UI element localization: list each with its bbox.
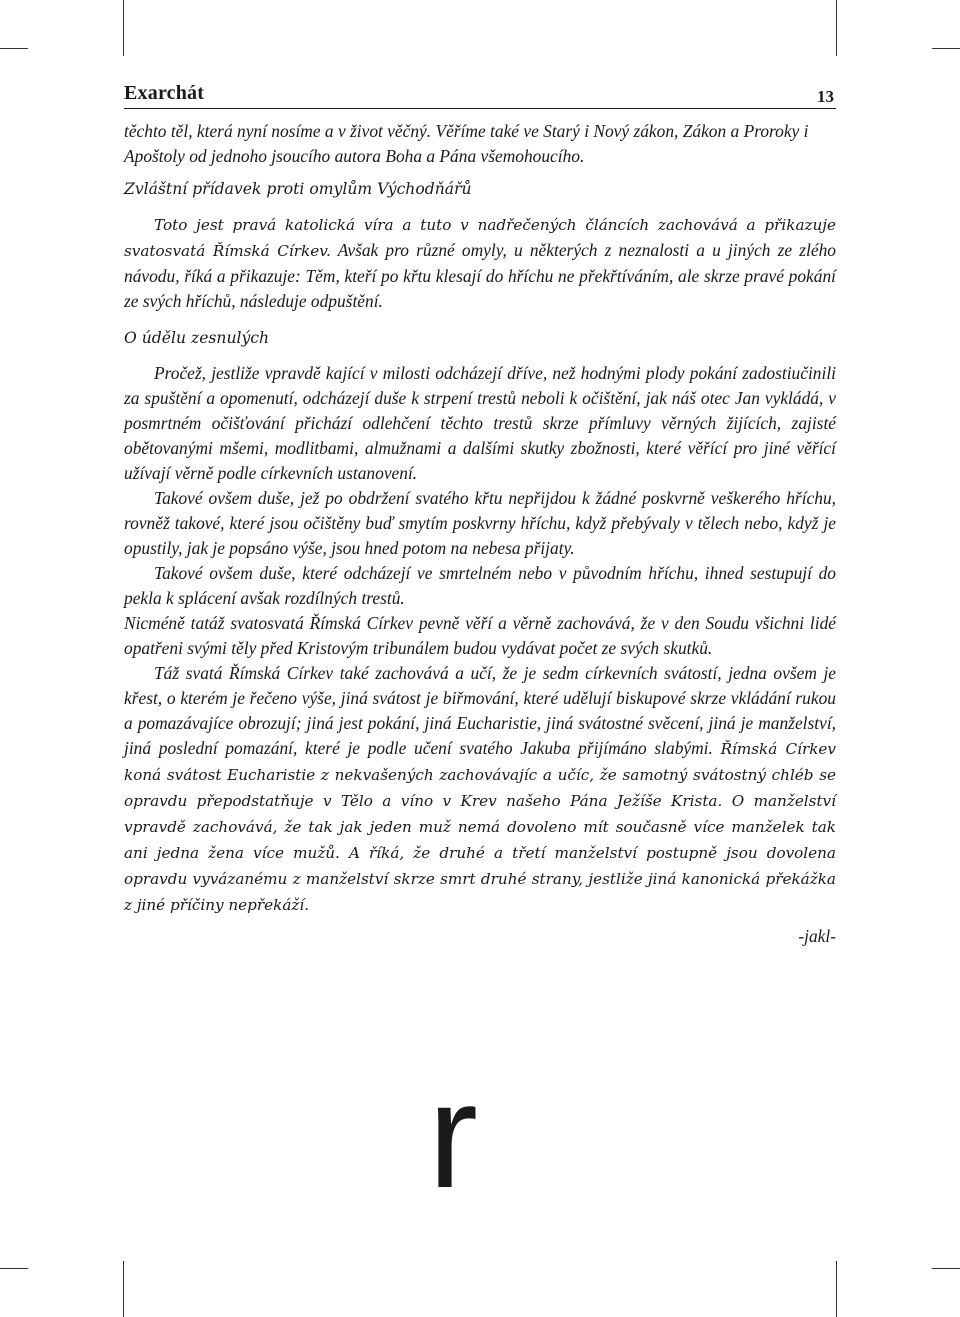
paragraph-1 — [124, 212, 836, 314]
page-header — [124, 80, 836, 109]
paragraph-4: Takové ovšem duše, které odcházejí ve smrtelném nebo v původním hříchu, ihned sestupují do pekla k splácení avšak rozdílných trestů. — [124, 563, 836, 608]
crop-mark-top-left — [123, 0, 124, 56]
crop-mark-top-left-h — [0, 48, 28, 49]
author-signature: -jakl- — [798, 926, 836, 946]
paragraph-6 — [124, 661, 836, 918]
crop-mark-bottom-left — [123, 1261, 124, 1317]
paragraph-5: Nicméně tatáž svatosvatá Římská Církev pevně věří a věrně zachovává, že v den Soudu všichni lidé opatřeni svými těly před Kristovým tribunálem budou vydávat počet ze svých skutků. — [124, 613, 836, 658]
paragraph-2: Pročež, jestliže vpravdě kající v milosti odcházejí dříve, než hodnými plody pokání zadostiučinili za spuštění a opomenutí, odcházejí duše k strpení trestů neboli k očištění, jak náš otec Jan vykládá, v posmrtném očišťování přichází odlehčení těchto trestů skrze přímluvy věrných žijících, zajisté obětovanými mšemi, modlitbami, almužnami a dalšími skutky zbožnosti, které věřící pro jiné věřící užívají věrně podle církevních ustanovení. — [124, 363, 836, 483]
intro-paragraph: těchto těl, která nyní nosíme a v život věčný. Věříme také ve Starý i Nový zákon, Zákon a Proroky i Apoštoly od jednoho jsoucího autora Boha a Pána všemohoucího. — [124, 121, 809, 166]
paragraph-1-part-1: Toto jest pravá katolická víra a tuto v nadřečených článcích zachovává a přikazuje svatosvatá Římská Církev. — [124, 216, 836, 260]
page-body — [124, 119, 836, 949]
section-heading-addendum: Zvláštní přídavek proti omylům Východňářů — [124, 180, 472, 198]
crop-mark-top-right — [836, 0, 837, 56]
paragraph-6-part-2: Římská Církev koná svátost Eucharistie z nekvašených zachovávajíc a učíc, že samotný svátostný chléb se opravdu přepodstatňuje v Tělo a víno v Krev našeho Pána Ježíše Krista. O manželství vpravdě zachovává, že tak jak jeden muž nemá dovoleno mít současně více manželek tak ani jedna žena více mužů. A říká, že druhé a třetí manželství postupně jsou dovolena opravdu vyvázanému z manželství skrze smrt druhé strany, jestliže jiná kanonická překážka z jiné příčiny nepřekáží. — [124, 740, 836, 914]
paragraph-3: Takové ovšem duše, jež po obdržení svatého křtu nepřijdou k žádné poskvrně veškerého hříchu, rovněž takové, které jsou očištěny buď smytím poskvrny hříchu, když přebývaly v tělech nebo, když je opustily, jak je popsáno výše, jsou hned potom na nebesa přijaty. — [124, 488, 836, 558]
crop-mark-bottom-right — [836, 1261, 837, 1317]
footer-decorative-glyph: r — [428, 1051, 478, 1219]
page-number: 13 — [817, 87, 834, 106]
paragraph-6-part-1: Táž svatá Římská Církev také zachovává a učí, že je sedm církevních svátostí, jedna ovšem je křest, o kterém je řečeno výše, jiná svátost je biřmování, které udělují biskupové skrze vkládání rukou a pomazávajíce obrozují; jiná jest pokání, jiná Eucharistie, jiná svátostné svěcení, jiná je manželství, jiná poslední pomazání, které je podle učení svatého Jakuba přijímáno slabými. — [124, 663, 836, 758]
header-title: Exarchát — [124, 82, 205, 104]
crop-mark-bottom-left-h — [0, 1268, 28, 1269]
paragraph-1-part-2: Avšak pro různé omyly, u některých z neznalosti a u jiných ze zlého návodu, říká a přikazuje: Těm, kteří po křtu klesají do hříchu ne překřtíváním, ale skrze pravé pokání ze svých hříchů, následuje odpuštění. — [124, 240, 836, 311]
crop-mark-top-right-h — [932, 48, 960, 49]
crop-mark-bottom-right-h — [932, 1268, 960, 1269]
section-heading-departed: O údělu zesnulých — [124, 329, 270, 347]
